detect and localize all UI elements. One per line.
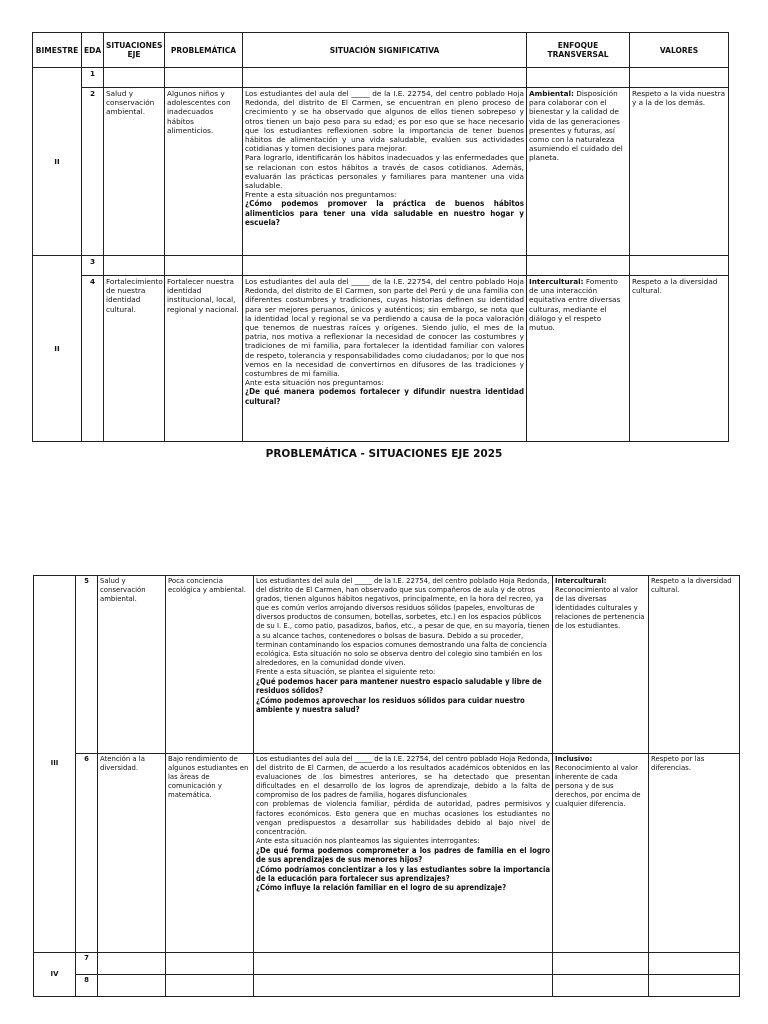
eda-number: 4 <box>82 276 104 442</box>
situacion-eje-cell: Atención a la diversidad. <box>98 754 166 953</box>
enfoque-text: Reconocimiento al valor inherente de cada persona y de sus derechos, por encima de cualquier diferencia. <box>555 764 641 809</box>
eda-number: 8 <box>76 975 98 997</box>
problematica-cell: Poca conciencia ecológica y ambiental. <box>166 576 254 754</box>
table-row <box>33 276 729 442</box>
enfoque-cell <box>553 576 649 754</box>
valores-cell: Respeto por las diferencias. <box>649 754 740 953</box>
header-situaciones-eje: SITUACIONES EJE <box>104 33 165 68</box>
situacion-paragraph: Ante esta situación nos preguntamos: <box>245 378 384 388</box>
header-bimestre: BIMESTRE <box>33 33 82 68</box>
table-row <box>33 256 729 276</box>
header-situacion-significativa: SITUACIÓN SIGNIFICATIVA <box>243 33 527 68</box>
enfoque-label: Intercultural: <box>529 277 584 286</box>
guiding-question: ¿De qué forma podemos comprometer a los padres de familia en el logro de sus aprendizajes de sus menores hijos? <box>256 845 550 865</box>
enfoque-cell <box>553 754 649 953</box>
situacion-significativa-cell <box>254 754 553 953</box>
situacion-eje-cell: Fortalecimiento de nuestra identidad cultural. <box>104 276 165 442</box>
enfoque-text: Reconocimiento al valor de las diversas identidades culturales y relaciones de pertenencia de los estudiantes. <box>555 586 645 631</box>
enfoque-text: Disposición para colaborar con el bienestar y la calidad de vida de las generaciones presentes y futuras, así como con la naturaleza asumiendo el cuidado del planeta. <box>529 89 623 163</box>
situacion-paragraph: Frente a esta situación, se plantea el siguiente reto: <box>256 667 436 676</box>
guiding-question: ¿Cómo podemos aprovechar los residuos sólidos para cuidar nuestro ambiente y nuestra salud? <box>256 695 525 714</box>
eda-number: 1 <box>82 68 104 88</box>
table-row <box>34 975 740 997</box>
table-row <box>34 576 740 754</box>
table-row <box>33 88 729 256</box>
table-row <box>34 953 740 975</box>
problematica-cell: Algunos niños y adolescentes con inadecuados hábitos alimenticios. <box>165 88 243 256</box>
guiding-question: ¿Cómo influye la relación familiar en el logro de su aprendizaje? <box>256 883 507 893</box>
valores-cell: Respeto a la diversidad cultural. <box>649 576 740 754</box>
header-eda: EDA <box>82 33 104 68</box>
enfoque-label: Intercultural: <box>555 577 607 585</box>
problematica-cell: Bajo rendimiento de algunos estudiantes en las áreas de comunicación y matemática. <box>166 754 254 953</box>
table-row <box>34 754 740 953</box>
valores-cell: Respeto a la vida nuestra y a la de los demás. <box>630 88 729 256</box>
situacion-paragraph: Los estudiantes del aula del _____ de la I.E. 22754, del centro poblado Hoja Redonda, del distrito de El Carmen, de acuerdo a los resultados académicos obtenidos en las evaluaciones de los bimestres anteriores, se ha detectado que presentan dificultades en el desarrollo de los logros de aprendizaje, debido a la falta de compromiso de los padres de familia, hogares disfuncionales <box>256 755 550 800</box>
situacion-paragraph: Los estudiantes del aula del _____ de la I.E. 22754, del centro poblado Hoja Redonda, del distrito de El Carmen, son parte del Perú y de una familia con diferentes costumbres y tradiciones, cuyas historias definen su identidad para ser mejores peruanos, únicos y auténticos; sin embargo, se nota que la identidad local y regional se va perdiendo a causa de la poca valoración que tenemos de nuestras raíces y orígenes. Siendo julio, el mes de la patria, nos motiva a reflexionar la necesidad de conocer las costumbres y tradiciones de mi familia, para fortalecer la identidad familiar con valores de respeto, tolerancia y responsabilidades como ciudadanos; por lo que nos vemos en la necesidad de convertirnos en difusores de las tradiciones y costumbres de mi familia. <box>245 277 524 379</box>
situacion-paragraph: Para lograrlo, identificarán los hábitos inadecuados y las enfermedades que se relacionan con estos hábitos a través de casos cotidianos. Además, evaluarán las prácticas personales y familiares para mantener una vida saludable. <box>245 153 524 191</box>
guiding-question: ¿Cómo podemos promover la práctica de buenos hábitos alimenticios para tener una vida saludable en nuestro hogar y escuela? <box>245 199 524 228</box>
enfoque-label: Inclusivo: <box>555 755 593 763</box>
header-enfoque-transversal: ENFOQUE TRANSVERSAL <box>527 33 630 68</box>
valores-cell: Respeto a la diversidad cultural. <box>630 276 729 442</box>
guiding-question: ¿Qué podemos hacer para mantener nuestro espacio saludable y libre de residuos sólidos? <box>256 677 542 696</box>
guiding-question: ¿De qué manera podemos fortalecer y difundir nuestra identidad cultural? <box>245 387 524 406</box>
bimestre-cell: III <box>34 576 76 953</box>
situacion-paragraph: Los estudiantes del aula del _____ de la I.E. 22754, del centro poblado Hoja Redonda, del distrito de El Carmen, se encuentran en pleno proceso de crecimiento y se ha observado que algunos de ellos tienen sobrepeso y otros tienen un bajo peso para su edad; es por eso que se hace necesario que los estudiantes reflexionen sobre la importancia de tener buenos hábitos de alimentación y una vida saludable, evalúen sus actividades cotidianas y tomen decisiones para mejorar. <box>245 89 524 154</box>
eda-number: 5 <box>76 576 98 754</box>
situacion-paragraph: Ante esta situación nos planteamos las siguientes interrogantes: <box>256 836 480 845</box>
eda-number: 6 <box>76 754 98 953</box>
guiding-question: ¿Cómo podríamos concientizar a los y las estudiantes sobre la importancia de la educación para fortalecer sus aprendizajes? <box>256 864 550 883</box>
eda-number: 3 <box>82 256 104 276</box>
eda-number: 7 <box>76 953 98 975</box>
eda-number: 2 <box>82 88 104 256</box>
header-valores: VALORES <box>630 33 729 68</box>
enfoque-cell <box>527 88 630 256</box>
situacion-paragraph: Frente a esta situación nos preguntamos: <box>245 190 397 200</box>
situacion-significativa-cell <box>243 88 527 256</box>
table-row <box>33 68 729 88</box>
header-problematica: PROBLEMÁTICA <box>165 33 243 68</box>
enfoque-label: Ambiental: <box>529 89 574 98</box>
situacion-paragraph: Los estudiantes del aula del _____ de la I.E. 22754, del centro poblado Hoja Redonda, del distrito de El Carmen, han observado que sus compañeros de aula y de otros grados, tienen algunos hábitos negativos, principalmente, en la hora del recreo, ya que es común verlos arrojando diversos residuos sólidos (papeles, envolturas de diversos productos de consumen, botellas, sorbetes, etc.) en los espacios públicos de su I. E., como patio, pasadizos, baños, etc., a pesar de que, en su mayoría, tienen a su alcance tachos, contenedores o bolsas de basura. Debido a su proceder, terminan contaminando los espacios comunes demostrando una falta de conciencia ecológica. Esta situación no solo se observa dentro del colegio sino también en los alrededores, en la comunidad donde viven. <box>256 577 550 667</box>
bimestre-cell: IV <box>34 953 76 997</box>
situaciones-table-bottom <box>33 575 740 997</box>
situacion-eje-cell: Salud y conservación ambiental. <box>98 576 166 754</box>
page-title: PROBLEMÁTICA - SITUACIONES EJE 2025 <box>265 448 503 460</box>
header-row <box>33 33 729 68</box>
problematica-cell: Fortalecer nuestra identidad institucional, local, regional y nacional. <box>165 276 243 442</box>
situaciones-table-top <box>32 32 729 442</box>
situacion-eje-cell: Salud y conservación ambiental. <box>104 88 165 256</box>
bimestre-cell: II <box>33 256 82 442</box>
bimestre-cell: II <box>33 68 82 256</box>
enfoque-cell <box>527 276 630 442</box>
situacion-paragraph: con problemas de violencia familiar, pérdida de autoridad, padres permisivos y factores económicos. Esto genera que en muchas ocasiones los estudiantes no vengan predispuestos a desarrollar sus habilidades debido al bajo nivel de concentración. <box>256 800 550 836</box>
enfoque-text: Fomento de una interacción equitativa entre diversas culturas, mediante el diálogo y el respeto mutuo. <box>529 277 621 333</box>
situacion-significativa-cell <box>254 576 553 754</box>
situacion-significativa-cell <box>243 276 527 442</box>
